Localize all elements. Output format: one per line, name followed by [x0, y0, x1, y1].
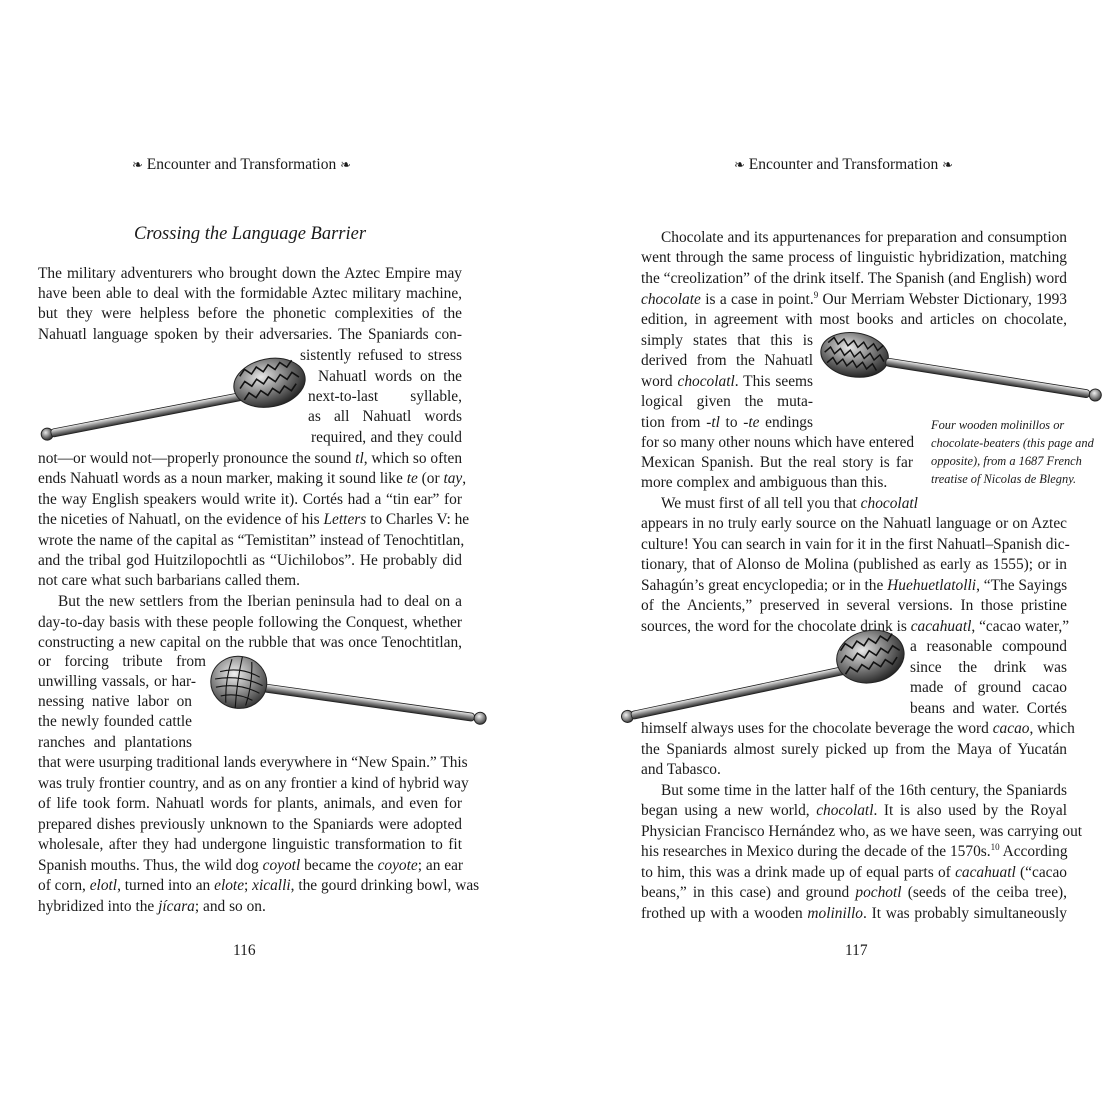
text-span: made of ground cacao: [910, 679, 1067, 696]
text-span: have been able to deal with the formidable Aztec military machine,: [38, 285, 462, 302]
right-running-header: [734, 155, 953, 175]
text-span: (“cacao: [1015, 864, 1068, 881]
text-span: -tl: [706, 414, 720, 431]
text-span: Spanish mouths. Thus, the wild dog: [38, 857, 263, 874]
text-line: [641, 801, 1067, 821]
text-span: wholesale, after they had undergone linguistic transformation to fit: [38, 836, 462, 853]
text-span: derived from the Nahuatl: [641, 352, 813, 369]
text-span: The military adventurers who brought down the Aztec Empire may: [38, 265, 462, 282]
text-line: [910, 637, 1067, 657]
text-line: [641, 433, 913, 453]
text-line: [641, 842, 1067, 862]
text-span: not care what such barbarians called them.: [38, 572, 300, 589]
text-line: [38, 325, 462, 345]
text-span: next-to-last syllable,: [308, 388, 462, 405]
text-line: [38, 469, 467, 489]
text-span: molinillo: [807, 905, 863, 922]
text-span: 10: [990, 841, 1000, 852]
text-line: [38, 794, 462, 814]
text-line: [38, 652, 206, 672]
fleuron-icon: ❧: [734, 157, 745, 172]
text-span: his researches in Mexico during the decade of the 1570s.: [641, 843, 991, 860]
fleuron-icon: ❧: [942, 157, 953, 172]
text-line: [38, 672, 196, 692]
text-line: [300, 346, 462, 366]
text-span: the niceties of Nahuatl, on the evidence of his: [38, 511, 324, 528]
text-line: [641, 453, 913, 473]
text-line: [38, 774, 469, 794]
text-line: [38, 449, 462, 469]
text-span: Nahuatl language spoken by their adversaries. The Spaniards con-: [38, 326, 462, 343]
text-span: (seeds of the ceiba tree),: [901, 884, 1067, 901]
text-span: simply states that this is: [641, 332, 813, 349]
text-span: nessing native labor on: [38, 693, 192, 710]
text-span: a reasonable compound: [910, 638, 1067, 655]
caption-line: treatise of Nicolas de Blegny.: [931, 472, 1077, 486]
text-span: edition, in agreement with most books and articles on chocolate,: [641, 311, 1067, 328]
text-span: tay: [443, 470, 463, 487]
text-span: Mexican Spanish. But the real story is far: [641, 454, 913, 471]
text-line: [641, 535, 1070, 555]
text-span: wrote the name of the capital as “Temistitan” instead of Tenochtitlan,: [38, 532, 465, 549]
figure-caption: [931, 416, 1103, 488]
text-line: [38, 856, 462, 876]
text-line: [641, 514, 1067, 534]
text-span: xicalli: [252, 877, 291, 894]
text-span: not—or would not—properly pronounce the sound: [38, 450, 356, 467]
text-span: or forcing tribute from: [38, 653, 206, 670]
text-span: Chocolate and its appurtenances for preparation and consumption: [661, 229, 1067, 246]
caption-line: opposite), from a 1687 French: [931, 454, 1082, 468]
text-span: tionary, that of Alonso de Molina (published as early as 1555); or in: [641, 556, 1067, 573]
text-span: logical given the muta-: [641, 393, 813, 410]
text-span: ; an ear: [417, 857, 464, 874]
text-span: Huehuetlatolli: [887, 577, 977, 594]
molinillo-illustration: [205, 668, 495, 738]
text-line: [641, 822, 1083, 842]
text-line: [641, 904, 1067, 924]
text-span: and Tabasco.: [641, 761, 721, 778]
fleuron-icon: ❧: [132, 157, 143, 172]
text-line: [641, 576, 1067, 596]
left-page-number: 116: [233, 942, 256, 959]
text-span: -te: [743, 414, 760, 431]
text-span: day-to-day basis with these people following the Conquest, whether: [38, 614, 462, 631]
text-span: te: [406, 470, 418, 487]
text-span: tion from: [641, 414, 707, 431]
text-line: [38, 897, 266, 917]
text-span: ranches and plantations: [38, 734, 192, 751]
text-span: of the Ancients,” preserved in several versions. In those pristine: [641, 597, 1067, 614]
text-span: cacahuatl: [910, 618, 972, 635]
text-span: frothed up with a wooden: [641, 905, 808, 922]
text-line: [661, 494, 918, 514]
text-span: , which so often: [363, 450, 463, 467]
text-span: cacahuatl: [955, 864, 1016, 881]
text-span: the Spaniards almost surely picked up from the Maya of Yucatán: [641, 741, 1067, 758]
text-span: the newly founded cattle: [38, 713, 192, 730]
text-line: [38, 633, 462, 653]
text-span: since the drink was: [910, 659, 1067, 676]
text-span: According: [999, 843, 1068, 860]
text-span: sources, the word for the chocolate drink is: [641, 618, 911, 635]
text-span: (or: [417, 470, 444, 487]
molinillo-illustration: [812, 340, 1112, 420]
text-line: [38, 490, 462, 510]
text-span: as all Nahuatl words: [308, 408, 462, 425]
text-line: [641, 269, 1067, 289]
text-span: began using a new world,: [641, 802, 817, 819]
left-header-text: Encounter and Transformation: [146, 156, 337, 173]
text-line: [38, 753, 468, 773]
text-line: [661, 228, 1067, 248]
text-span: cacao: [992, 720, 1030, 737]
text-line: [641, 617, 1070, 637]
text-span: . It is also used by the Royal: [873, 802, 1067, 819]
text-span: and the tribal god Huitzilopochtli as “Uichilobos”. He probably did: [38, 552, 462, 569]
text-span: beans,” in this case) and ground: [641, 884, 856, 901]
text-span: that were usurping traditional lands everywhere in “New Spain.” This: [38, 754, 468, 771]
text-line: [38, 815, 462, 835]
text-span: , which: [1029, 720, 1075, 737]
right-header-text: Encounter and Transformation: [748, 156, 939, 173]
text-span: coyote: [377, 857, 418, 874]
text-span: . This seems: [734, 373, 813, 390]
section-title: Crossing the Language Barrier: [133, 224, 367, 244]
text-span: But some time in the latter half of the 16th century, the Spaniards: [661, 782, 1067, 799]
text-line: [38, 876, 480, 896]
text-line: [308, 387, 462, 407]
text-line: [38, 733, 192, 753]
text-span: himself always uses for the chocolate beverage the word: [641, 720, 993, 737]
text-span: elotl: [89, 877, 118, 894]
text-line: [910, 678, 1067, 698]
text-line: [38, 510, 470, 530]
text-span: but they were helpless before the phonetic complexities of the: [38, 305, 462, 322]
text-line: [38, 712, 192, 732]
text-span: Sahagún’s great encyclopedia; or in the: [641, 577, 888, 594]
text-line: [38, 304, 462, 324]
text-line: [38, 264, 462, 284]
text-span: more complex and ambiguous than this.: [641, 474, 888, 491]
text-span: was truly frontier country, and as on any frontier a kind of hybrid way: [38, 775, 469, 792]
text-span: pochotl: [855, 884, 902, 901]
text-span: of life took form. Nahuatl words for plants, animals, and even for: [38, 795, 462, 812]
right-page-number: 117: [845, 942, 868, 959]
text-line: [641, 473, 887, 493]
text-span: is a case in point.: [700, 291, 814, 308]
text-span: , the gourd drinking bowl, was: [290, 877, 480, 894]
text-line: [641, 310, 1067, 330]
text-line: [38, 571, 300, 591]
text-line: [38, 613, 462, 633]
text-line: [641, 555, 1067, 575]
text-span: ;: [244, 877, 253, 894]
text-line: [641, 372, 813, 392]
text-line: [641, 351, 813, 371]
text-span: We must first of all tell you that: [661, 495, 861, 512]
text-span: , “cacao water,”: [971, 618, 1070, 635]
text-span: Nahuatl words on the: [318, 368, 462, 385]
text-span: Letters: [323, 511, 367, 528]
text-line: [641, 413, 813, 433]
text-span: appears in no truly early source on the Nahuatl language or on Aztec: [641, 515, 1067, 532]
text-line: [38, 835, 462, 855]
text-line: [308, 407, 462, 427]
left-running-header: [132, 155, 351, 175]
text-line: [661, 781, 1067, 801]
text-span: became the: [300, 857, 378, 874]
text-line: [641, 331, 813, 351]
text-span: chocolatl: [860, 495, 918, 512]
text-span: the “creolization” of the drink itself. The Spanish (and English) word: [641, 270, 1067, 287]
caption-line: chocolate-beaters (this page and: [931, 436, 1094, 450]
text-span: endings: [759, 414, 813, 431]
text-span: chocolatl: [816, 802, 874, 819]
text-span: ,: [462, 470, 467, 487]
text-span: Physician Francisco Hernández who, as we have seen, was carrying out: [641, 823, 1083, 840]
text-span: Our Merriam Webster Dictionary, 1993: [818, 291, 1067, 308]
text-span: unwilling vassals, or har-: [38, 673, 196, 690]
text-span: , “The Sayings: [976, 577, 1068, 594]
fleuron-icon: ❧: [340, 157, 351, 172]
text-span: to him, this was a drink made up of equal parts of: [641, 864, 956, 881]
text-span: prepared dishes previously unknown to the Spaniards were adopted: [38, 816, 462, 833]
text-line: [58, 592, 462, 612]
text-span: 9: [813, 289, 819, 300]
text-span: required, and they could: [311, 429, 462, 446]
text-line: [318, 367, 462, 387]
text-span: chocolate: [641, 291, 701, 308]
text-span: for so many other nouns which have entered: [641, 434, 915, 451]
text-span: , turned into an: [117, 877, 215, 894]
text-span: the way English speakers would write it). Cortés had a “tin ear” for: [38, 491, 462, 508]
text-span: coyotl: [262, 857, 301, 874]
text-line: [641, 392, 813, 412]
text-line: [910, 699, 1067, 719]
text-line: [641, 740, 1067, 760]
text-span: to: [719, 414, 744, 431]
text-span: ; and so on.: [194, 898, 266, 915]
text-line: [311, 428, 462, 448]
text-span: But the new settlers from the Iberian peninsula had to deal on a: [58, 593, 462, 610]
text-line: [38, 692, 192, 712]
text-span: hybridized into the: [38, 898, 159, 915]
text-line: [641, 290, 1067, 310]
molinillo-illustration: [610, 636, 910, 716]
text-span: of corn,: [38, 877, 90, 894]
caption-line: Four wooden molinillos or: [931, 418, 1065, 432]
text-line: [641, 248, 1067, 268]
text-span: word: [641, 373, 678, 390]
text-span: to Charles V: he: [366, 511, 470, 528]
text-span: beans and water. Cortés: [910, 700, 1067, 717]
text-span: jícara: [158, 898, 195, 915]
text-line: [38, 551, 462, 571]
text-line: [641, 863, 1067, 883]
text-span: . It was probably simultaneously: [863, 905, 1067, 922]
molinillo-illustration: [30, 360, 310, 430]
text-span: elote: [214, 877, 245, 894]
text-line: [641, 883, 1067, 903]
text-line: [641, 596, 1067, 616]
text-line: [641, 760, 721, 780]
text-span: culture! You can search in vain for it in the first Nahuatl–Spanish dic-: [641, 536, 1070, 553]
text-line: [38, 284, 462, 304]
text-span: sistently refused to stress: [300, 347, 462, 364]
text-line: [641, 719, 1075, 739]
text-line: [38, 531, 465, 551]
text-span: chocolatl: [677, 373, 735, 390]
text-span: ends Nahuatl words as a noun marker, making it sound like: [38, 470, 407, 487]
text-span: constructing a new capital on the rubble that was once Tenochtitlan,: [38, 634, 462, 651]
text-line: [910, 658, 1067, 678]
text-span: went through the same process of linguistic hybridization, matching: [641, 249, 1067, 266]
text-span: tl: [355, 450, 364, 467]
